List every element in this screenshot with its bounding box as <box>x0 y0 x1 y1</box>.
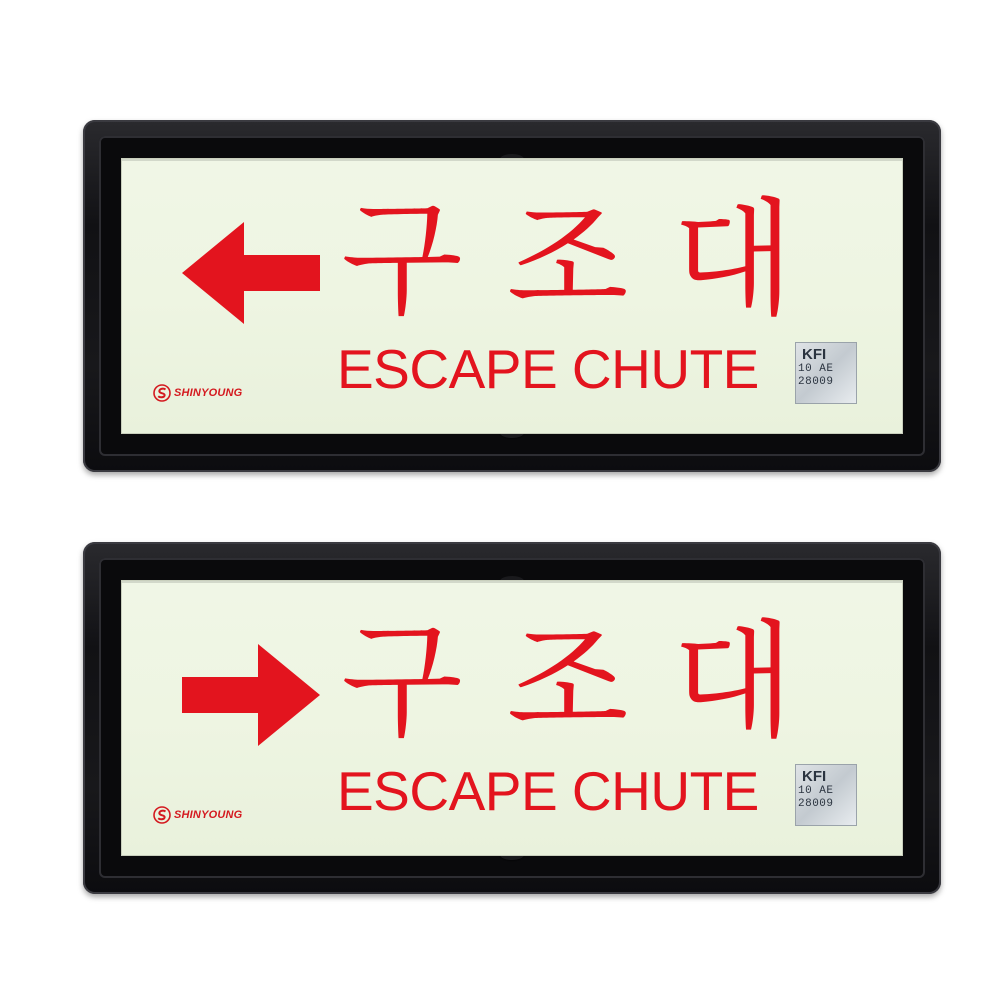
korean-label: 구조대 <box>341 608 839 755</box>
brand-name: SHINYOUNG <box>174 387 243 399</box>
kfi-certification-sticker <box>795 764 857 826</box>
escape-chute-sign-right <box>83 542 941 894</box>
korean-label: 구조대 <box>341 186 839 333</box>
brand-name: SHINYOUNG <box>174 809 243 821</box>
cert-number: 28009 <box>798 376 834 388</box>
brand-logo <box>153 384 242 402</box>
arrow-right-icon <box>182 644 320 746</box>
shinyoung-logo-icon <box>153 806 171 824</box>
english-label: ESCAPE CHUTE <box>337 338 759 400</box>
escape-chute-sign-left <box>83 120 941 472</box>
shinyoung-logo-icon <box>153 384 171 402</box>
arrow-left-icon <box>182 222 320 324</box>
cert-code: 10 AE <box>798 363 834 375</box>
cert-logo: KFI <box>802 346 827 363</box>
cert-number: 28009 <box>798 798 834 810</box>
cert-code: 10 AE <box>798 785 834 797</box>
english-label: ESCAPE CHUTE <box>337 760 759 822</box>
kfi-certification-sticker <box>795 342 857 404</box>
cert-logo: KFI <box>802 768 827 785</box>
brand-logo <box>153 806 242 824</box>
